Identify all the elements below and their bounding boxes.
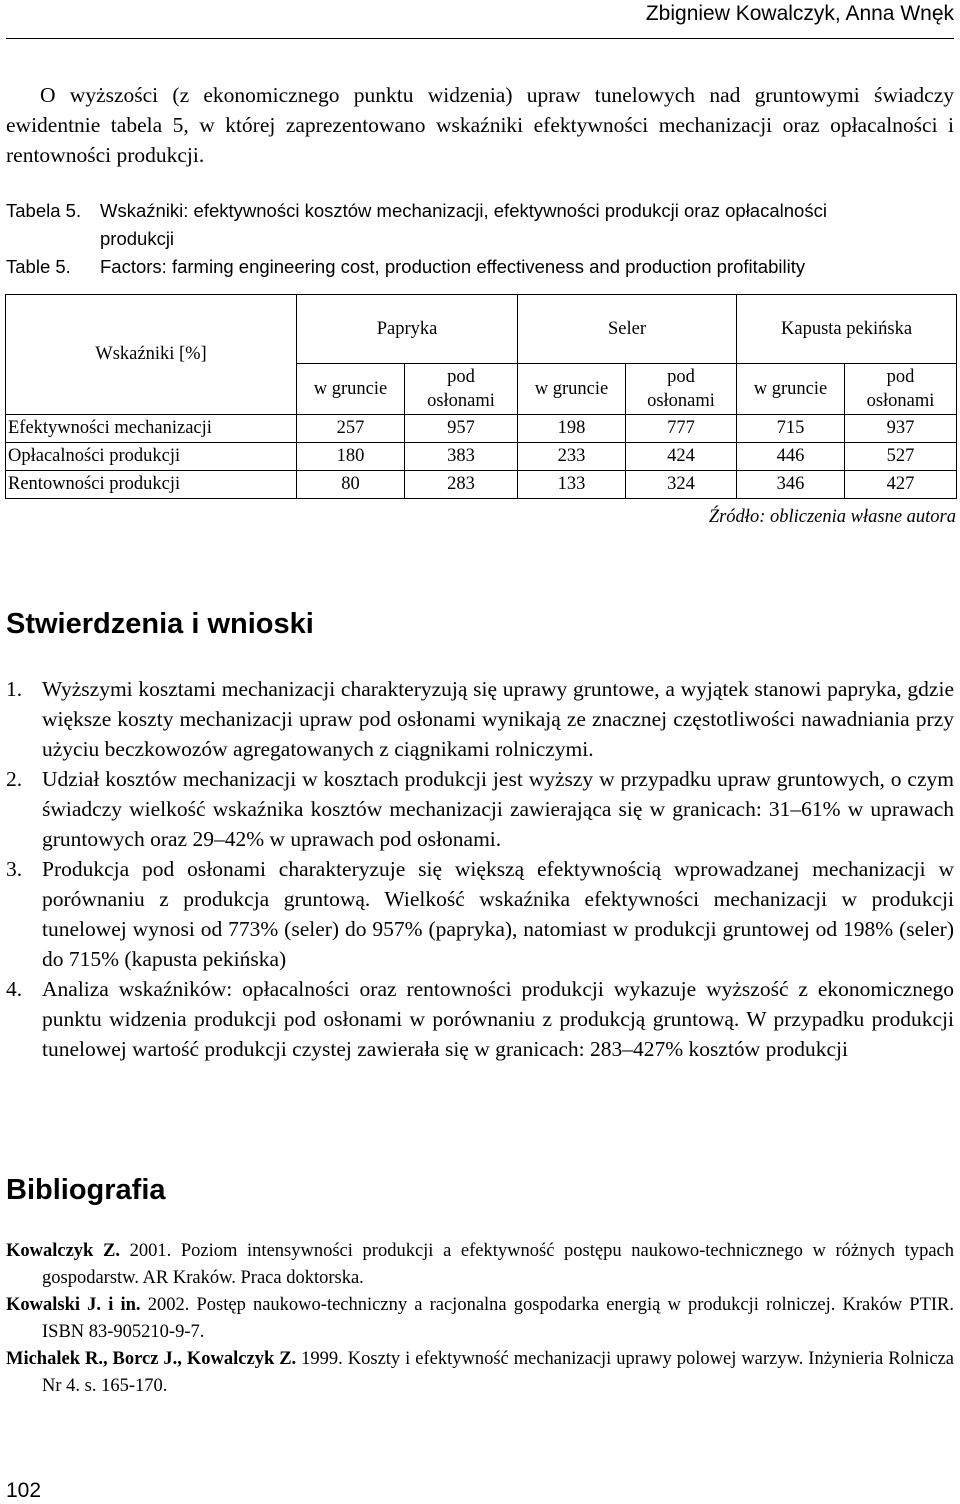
subheader-covered-1: pod [447,367,475,387]
subheader-covered-2: osłonami [427,391,495,411]
row-label: Opłacalności produkcji [6,443,297,471]
table-cell: 133 [518,471,626,499]
table-cell: 957 [405,415,518,443]
item-text: Produkcja pod osłonami charakteryzuje się większą efektywnością wprowadzanej mechanizacji w porównaniu z produkcja gruntową. Wielkość wskaźnika efektywności mechanizacji w produkcji tunelowej wynosi od 773% (seler) do 957% (papryka), natomiast w produkcji gruntowej od 198% (seler) do 715% (kapusta pekińska) [42,857,954,971]
list-item [6,854,954,974]
bibliography-heading: Bibliografia [6,1174,166,1206]
table-cell: 777 [626,415,737,443]
subheader-open: w gruncie [297,364,405,415]
subheader-covered [845,364,957,415]
intro-paragraph: O wyższości (z ekonomicznego punktu widzenia) upraw tunelowych nad gruntowymi świadczy ewidentnie tabela 5, w której zaprezentowano wskaźniki efektywności mechanizacji oraz opłacalności i rentowności produkcji. [6,83,954,167]
bibliography-list [6,1238,954,1400]
row-label: Rentowności produkcji [6,471,297,499]
table-cell: 346 [737,471,845,499]
subheader-covered [626,364,737,415]
running-header: Zbigniew Kowalczyk, Anna Wnęk [645,2,954,25]
list-item [6,974,954,1064]
table-row [6,471,957,499]
bibliography-entry [6,1238,954,1292]
caption-pl-text: Wskaźniki: efektywności kosztów mechanizacji, efektywności produkcji oraz opłacalności [100,200,827,221]
table-cell: 937 [845,415,957,443]
item-number: 2. [6,767,23,791]
subheader-covered [405,364,518,415]
subheader-covered-1: pod [667,367,695,387]
bibliography-entry [6,1292,954,1346]
subheader-covered-2: osłonami [647,391,715,411]
page-number: 102 [6,1479,42,1502]
table-cell: 180 [297,443,405,471]
list-item [6,764,954,854]
group-header-papryka: Papryka [297,295,518,364]
caption-en-text: Factors: farming engineering cost, production effectiveness and production profitability [100,256,806,277]
table-source-note: Źródło: obliczenia własne autora [708,507,956,527]
table-caption-en [6,256,805,278]
subheader-open: w gruncie [737,364,845,415]
item-number: 3. [6,857,23,881]
entry-authors: Kowalczyk Z. [6,1241,120,1261]
row-label: Efektywności mechanizacji [6,415,297,443]
caption-pl-text-cont: produkcji [100,228,175,249]
table-cell: 257 [297,415,405,443]
entry-details: 2002. Postęp naukowo-techniczny a racjonalna gospodarka energią w produkcji rolniczej. Kraków PTIR. ISBN 83-905210-9-7. [42,1295,954,1342]
list-item [6,674,954,764]
table-cell: 424 [626,443,737,471]
subheader-covered-2: osłonami [866,391,935,411]
table-row [6,443,957,471]
results-table [5,294,957,499]
table-cell: 198 [518,415,626,443]
table-cell: 427 [845,471,957,499]
header-rule [6,38,954,39]
group-header-kapusta: Kapusta pekińska [737,295,957,364]
table-cell: 233 [518,443,626,471]
table-cell: 324 [626,471,737,499]
entry-authors: Kowalski J. i in. [6,1295,141,1315]
entry-authors: Michalek R., Borcz J., Kowalczyk Z. [6,1349,297,1369]
entry-details: 2001. Poziom intensywności produkcji a efektywność postępu naukowo-technicznego w różnych typach gospodarstw. AR Kraków. Praca doktorska. [42,1241,954,1288]
item-text: Udział kosztów mechanizacji w kosztach produkcji jest wyższy w przypadku upraw gruntowych, o czym świadczy wielkość wskaźnika kosztów mechanizacji zawierająca się w granicach: 31–61% w uprawach gruntowych oraz 29–42% w uprawach pod osłonami. [42,767,954,851]
subheader-open: w gruncie [518,364,626,415]
table-cell: 383 [405,443,518,471]
conclusions-list [6,674,954,1064]
entry-details: 1999. Koszty i efektywność mechanizacji uprawy polowej warzyw. Inżynieria Rolnicza Nr 4. s. 165-170. [42,1349,954,1396]
table-caption-pl [6,200,827,222]
bibliography-entry [6,1346,954,1400]
caption-pl-label: Tabela 5. [6,200,82,221]
group-header-seler: Seler [518,295,737,364]
table-cell: 80 [297,471,405,499]
table-cell: 715 [737,415,845,443]
caption-en-label: Table 5. [6,256,71,277]
table-group-header-row [6,295,957,364]
table-cell: 527 [845,443,957,471]
table-row [6,415,957,443]
conclusions-heading: Stwierdzenia i wnioski [6,608,314,640]
item-text: Wyższymi kosztami mechanizacji charakteryzują się uprawy gruntowe, a wyjątek stanowi papryka, gdzie większe koszty mechanizacji upraw pod osłonami wynikają ze znacznej częstotliwości nawadniania przy użyciu beczkowozów agregatowanych z ciągnikami rolniczymi. [42,677,954,761]
row-header-label: Wskaźniki [%] [95,344,207,364]
row-header-cell [6,295,297,415]
table-cell: 283 [405,471,518,499]
item-number: 4. [6,977,23,1001]
item-text: Analiza wskaźników: opłacalności oraz rentowności produkcji wykazuje wyższość z ekonomicznego punktu widzenia produkcji pod osłonami w porównaniu z produkcją gruntową. W przypadku produkcji tunelowej wartość produkcji czystej zawierała się w granicach: 283–427% kosztów produkcji [42,977,954,1061]
subheader-covered-1: pod [886,367,915,387]
item-number: 1. [6,677,23,701]
table-cell: 446 [737,443,845,471]
